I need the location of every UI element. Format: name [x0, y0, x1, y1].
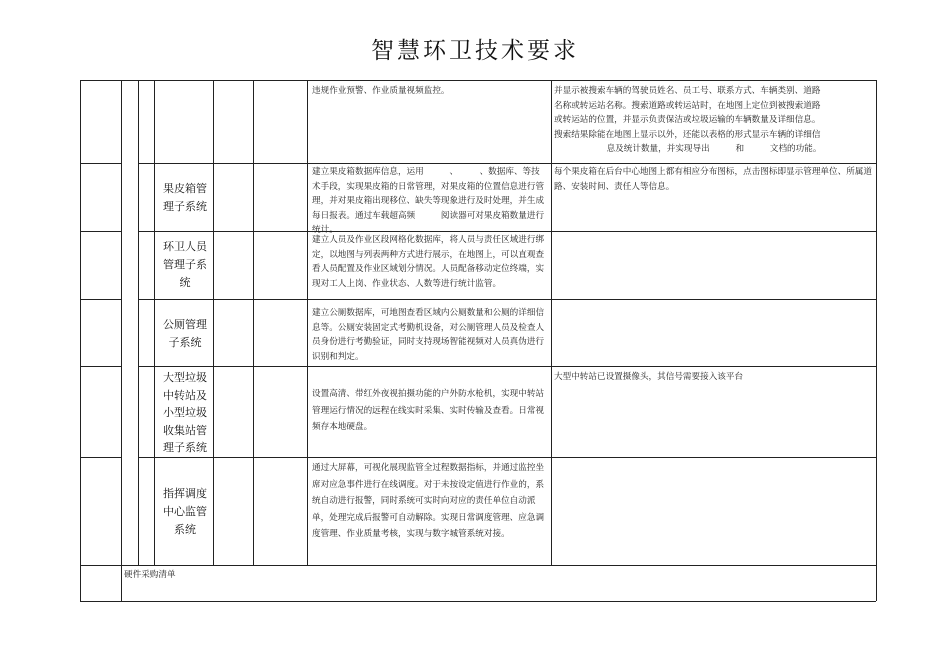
remark-line: 并显示被搜索车辆的驾驶员姓名、员工号、联系方式、车辆类别、道路: [554, 86, 821, 96]
remark-line: 搜索结果除能在地图上显示以外，还能以表格的形式显示车辆的详细信: [554, 129, 821, 140]
subsystem-name: 指挥调度中心监管系统: [163, 487, 207, 536]
document-title: 智慧环卫技术要求: [371, 38, 579, 64]
hardware-procurement-list-label: 硬件采购清单: [124, 570, 176, 580]
subsystem-name: 公厕管理子系统: [163, 318, 207, 349]
table-rule: [253, 80, 254, 565]
subsystem-name: 大型垃圾中转站及小型垃圾收集站管理子系统: [163, 371, 207, 454]
table-rule: [307, 80, 308, 565]
table-rule: [154, 80, 155, 565]
table-rule: [80, 299, 121, 300]
table-rule: [876, 80, 877, 601]
remark-line: 息及统计数量，并实现导出 和 文档的功能。: [606, 144, 822, 155]
subsystem-name: 果皮箱管理子系统: [163, 182, 207, 213]
requirement-description: 建立公厕数据库，可地图查看区域内公厕数量和公厕的详细信息等。公厕安装固定式考勤机设备，对公厕管理人员及检查人员身份进行考勤验证，同时支持现场智能视频对人员真伪进行识别和判定。: [312, 308, 545, 362]
table-rule: [551, 80, 552, 565]
remark: 每个果皮箱在后台中心地图上都有相应分布图标，点击图标即显示管理单位、所属道路、安装时间、责任人等信息。: [554, 167, 872, 192]
table-rule: [80, 457, 121, 458]
requirement-description: 建立果皮箱数据库信息，运用 、 、数据库、等技术手段，实现果皮箱的日常管理，对果皮箱的位置信息进行管理，并对果皮箱出现移位、缺失等现象进行及时处理，并生成每日报表。通过车载超高频 阅读器可对果皮箱数量进行统计。: [312, 167, 545, 236]
table-rule: [80, 601, 876, 602]
table-rule: [138, 299, 876, 300]
table-rule: [80, 163, 121, 164]
table-rule: [80, 80, 876, 81]
table-rule: [138, 80, 139, 565]
remark-line: 或转运站的位置，并显示负责保洁或垃圾运输的车辆数量及详细信息。: [554, 115, 821, 126]
table-rule: [138, 163, 876, 164]
table-rule: [121, 80, 122, 601]
table-rule: [138, 366, 876, 367]
remark: 大型中转站已设置摄像头，其信号需要接入该平台: [554, 372, 744, 382]
table-rule: [138, 457, 876, 458]
subsystem-name: 环卫人员管理子系统: [163, 240, 207, 289]
requirement-description: 设置高清、带红外夜视拍摄功能的户外防水枪机，实现中转站管理运行情况的远程在线实时采集、实时传输及查看。日常视频存本地硬盘。: [312, 389, 545, 432]
table-rule: [80, 231, 121, 232]
table-rule: [80, 565, 876, 566]
requirement-description: 建立人员及作业区段网格化数据库，将人员与责任区域进行绑定，以地图与列表两种方式进行展示，在地图上，可以直观查看人员配置及作业区域划分情况。人员配备移动定位终端，实现对工人上岗、作业状态、人数等进行统计监管。: [312, 235, 545, 289]
table-rule: [80, 366, 121, 367]
remark-line: 名称或转运站名称。搜索道路或转运站时，在地图上定位到被搜索道路: [554, 100, 821, 111]
table-rule: [80, 80, 81, 601]
requirement-description: 违规作业预警、作业质量视频监控。: [312, 86, 450, 96]
requirement-description: 通过大屏幕，可视化展现监管全过程数据指标，并通过监控坐席对应急事件进行在线调度。对于未按设定值进行作业的，系统自动进行报警，同时系统可实时向对应的责任单位自动派单，处理完成后报警可自动解除。实现日常调度管理、应急调度管理、作业质量考核，实现与数字城管系统对接。: [312, 463, 545, 539]
table-rule: [213, 80, 214, 565]
remark-cell: [554, 84, 874, 157]
